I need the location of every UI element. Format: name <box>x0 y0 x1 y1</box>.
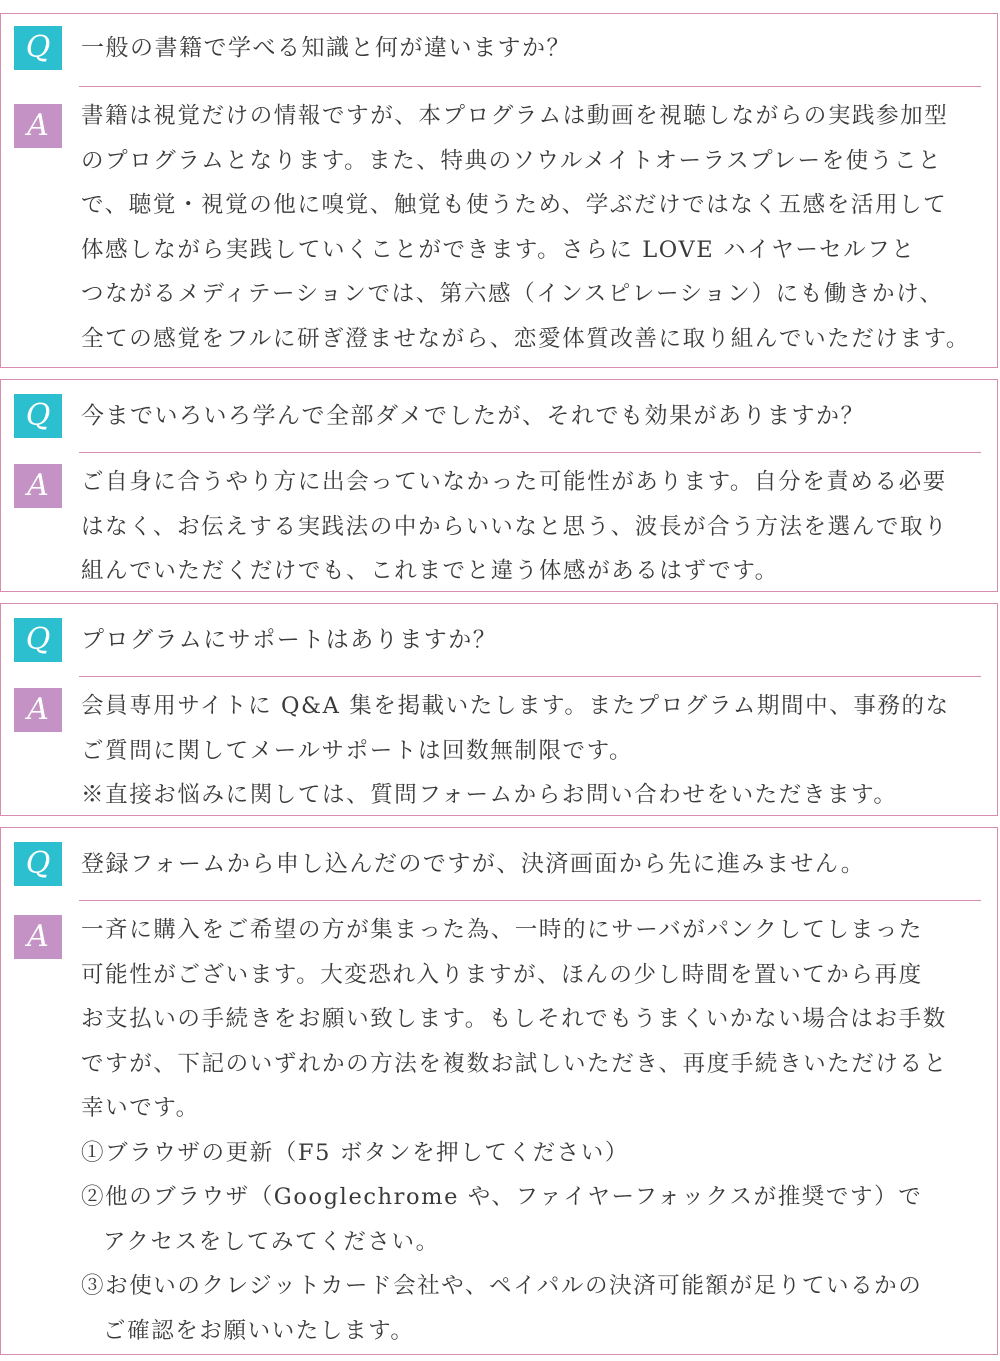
divider <box>79 86 981 87</box>
answer-line: 全ての感覚をフルに研ぎ澄ませながら、恋愛体質改善に取り組んでいただけます。 <box>81 325 971 352</box>
answer-badge-icon: A <box>14 915 62 959</box>
divider <box>79 676 981 677</box>
faq-item-2 <box>0 379 998 592</box>
question-badge-icon: Q <box>14 618 62 662</box>
answer-line: 一斉に購入をご希望の方が集まった為、一時的にサーバがパンクしてしまった <box>81 917 923 943</box>
faq-item-3 <box>0 603 998 816</box>
answer-line: 体感しながら実践していくことができます。さらに LOVE ハイヤーセルフと <box>81 236 916 263</box>
question-text: 一般の書籍で学べる知識と何が違いますか？ <box>81 35 571 61</box>
answer-line: つながるメディテーションでは、第六感（インスピレーション）にも働きかけ、 <box>81 281 944 307</box>
question-text: 登録フォームから申し込んだのですが、決済画面から先に進みません。 <box>81 851 866 877</box>
answer-line: 書籍は視覚だけの情報ですが、本プログラムは動画を視聴しながらの実践参加型 <box>81 103 949 129</box>
answer-line: ①ブラウザの更新（F5 ボタンを押してください） <box>81 1139 629 1166</box>
divider <box>79 900 981 901</box>
answer-line: ご質問に関してメールサポートは回数無制限です。 <box>81 737 634 764</box>
answer-badge-icon: A <box>14 688 62 732</box>
answer-badge-icon: A <box>14 104 62 148</box>
answer-line: アクセスをしてみてください。 <box>103 1228 440 1255</box>
answer-line: ②他のブラウザ（Googlechrome や、ファイヤーフォックスが推奨です）で <box>81 1184 923 1210</box>
question-badge-icon: Q <box>14 394 62 438</box>
answer-badge-icon: A <box>14 464 62 508</box>
answer-line: 会員専用サイトに Q&A 集を掲載いたします。またプログラム期間中、事務的な <box>81 693 950 719</box>
answer-line: 可能性がございます。大変恐れ入りますが、ほんの少し時間を置いてから再度 <box>81 961 923 988</box>
question-text: プログラムにサポートはありますか？ <box>81 627 498 653</box>
question-badge-icon: Q <box>14 26 62 70</box>
answer-line: ですが、下記のいずれかの方法を複数お試しいただき、再度手続きいただけると <box>81 1050 948 1077</box>
answer-text <box>81 94 993 361</box>
answer-line: で、聴覚・視覚の他に嗅覚、触覚も使うため、学ぶだけではなく五感を活用して <box>81 192 948 218</box>
question-text: 今までいろいろ学んで全部ダメでしたが、それでも効果がありますか？ <box>81 403 865 429</box>
answer-line: ご自身に合うやり方に出会っていなかった可能性があります。自分を責める必要 <box>81 469 947 495</box>
faq-item-4 <box>0 827 998 1355</box>
answer-line: ③お使いのクレジットカード会社や、ペイパルの決済可能額が足りているかの <box>81 1273 923 1299</box>
answer-line: ※直接お悩みに関しては、質問フォームからお問い合わせをいただきます。 <box>81 782 898 808</box>
answer-text <box>81 908 993 1353</box>
answer-text <box>81 460 993 594</box>
question-badge-icon: Q <box>14 842 62 886</box>
answer-line: お支払いの手続きをお願い致します。もしそれでもうまくいかない場合はお手数 <box>81 1006 947 1032</box>
answer-line: ご確認をお願いいたします。 <box>103 1317 415 1344</box>
answer-line: 組んでいただくだけでも、これまでと違う体感があるはずです。 <box>81 558 779 584</box>
answer-text <box>81 684 993 818</box>
answer-line: はなく、お伝えする実践法の中からいいなと思う、波長が合う方法を選んで取り <box>81 513 949 540</box>
faq-item-1 <box>0 13 998 368</box>
answer-line: 幸いです。 <box>81 1095 200 1121</box>
answer-line: のプログラムとなります。また、特典のソウルメイトオーラスプレーを使うこと <box>81 147 943 174</box>
divider <box>79 452 981 453</box>
